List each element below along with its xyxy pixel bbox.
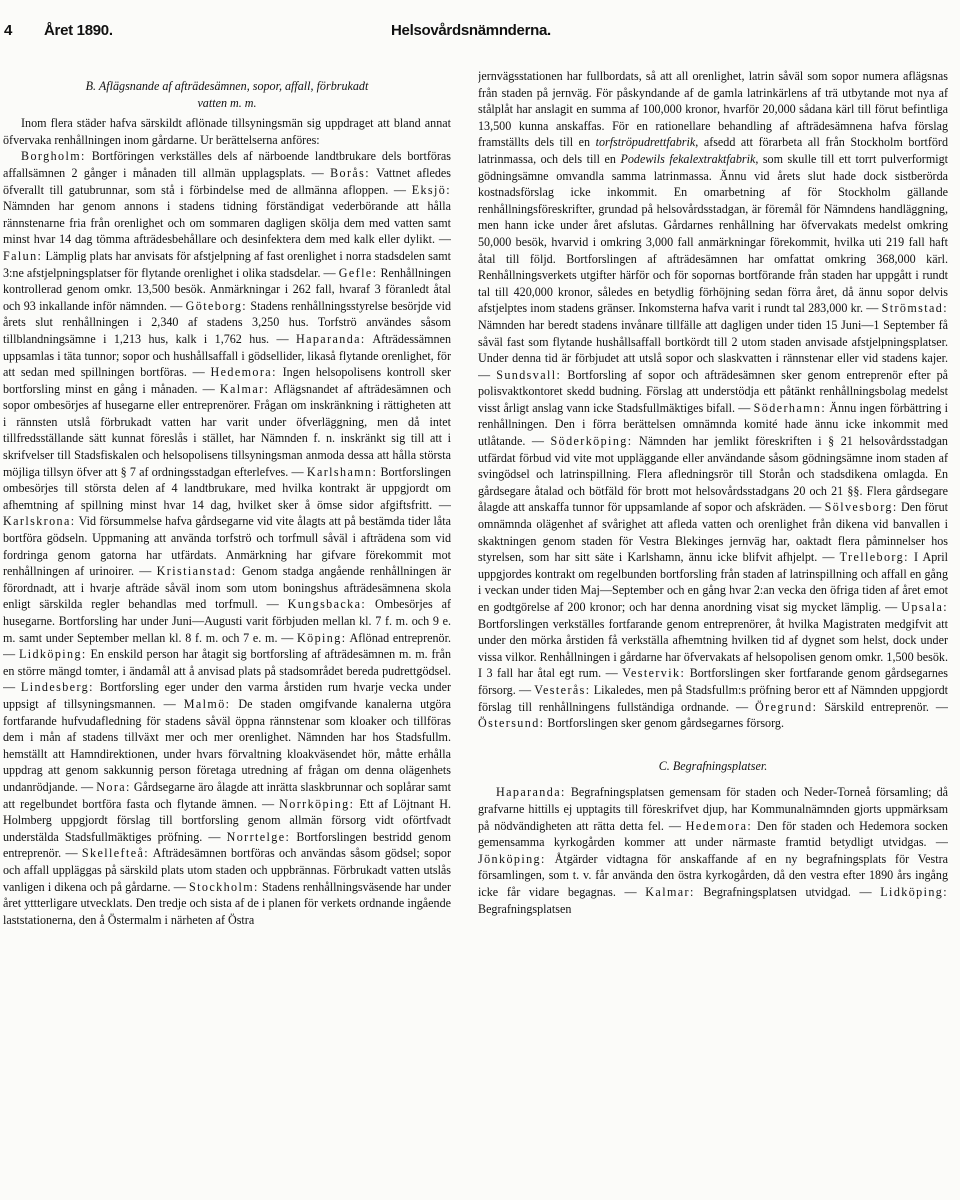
- entry-text: De staden omgifvande kanalerna utgöra fortfarande hufvudafledning för stadens såväl öppna rännstenar som kloaker och tillföras dem i mån af stadens tillväxt mer och mer orenlighet. Nämnden har hos Stadsfullm. hemställt att Hamndirektionen, under hvars förvaltning kloakväsendet hör, måtte erhålla uppdrag att genom sakkunnig person företaga utredning af frågan om denna olägenhets undanrödjande. —: [3, 696, 451, 794]
- entry-text: Ett af Löjtnant H. Holmberg uppgjordt förslag till bortforsling genom allmän försorg vidt oförtfvadt understälda Stadsfullmäktiges pröfning. —: [3, 796, 451, 844]
- place-name: Jönköping:: [478, 851, 546, 866]
- entry-text: Nämnden har beredt stadens invånare tillfälle att dagligen under tiden 15 Juni—1 September få såväl fast som flytande hushållsaffall bortkördt till 2 utom staden anvisade afstjelpningsplatser. Under denna tid är förbjudet att utslå sopor och slaskvatten i rännstenar eller vid stadens kajer. —: [478, 317, 948, 382]
- entry-text: Ombesörjes af husegarne. Bortforsling har under Juni—Augusti varit förbjuden mellan kl. 7 f. m. och 9 e. m. samt under September mellan kl. 8 f. m. och 7 e. m. —: [3, 597, 451, 645]
- entry-text: , som skulle till ett torrt pulverformigt gödningsämne omvandla samma latrinmassa. Ännu vid årets slut hade dock sistberörda kostnadsförslag icke inkommit. En omarbetning af för Stockholm gällande renhållningsföreskrifter, grundad på helsovårdsstadgan, är föremål för Nämndens handläggning, men hann icke under året afslutas. Gårdarnes renhållning har öfvervakats medelst omkring 50,000 besök, hvarvid i omkring 3,000 fall anmärkningar förekommit, hvilka uti 219 fall haft åtal till följd. Bortforslingen af afträdesämnen har omfattat omkring 368,000 kärl. Renhållningsverkets utgifter härför och för sopornas bortförande från staden har uppgått i rundt tal till 420,000 kronor, således en betydlig förhöjning sedan förra året, då ännu sopor delvis afstjelptes inom stadens gränser. Inkomsterna hafva varit i rundt tal 283,000 kr. —: [478, 151, 948, 316]
- place-name: Vesterås:: [534, 682, 591, 697]
- entry-text: Den förut omnämnda olägenhet af svårighet att afleda vatten och orenlighet från dikena vid banvallen i skaktningen genom staden för Vestra Blekinges jernväg har, oaktadt flera påminnelser hos styrelsen, som har sitt säte i Karlshamn, ännu icke blifvit afhjelpt. —: [478, 500, 948, 565]
- place-name: Lidköping:: [880, 884, 948, 899]
- place-name: Hedemora:: [210, 365, 277, 380]
- italic-term: Podewils fekalextraktfabrik: [620, 151, 756, 166]
- place-name: Gefle:: [338, 265, 378, 280]
- entry-text: Bortforsling eger under den varma årstiden rum hvarje vecka under uppsigt af tillsyningsmannen. —: [3, 680, 451, 711]
- place-name: Östersund:: [478, 716, 545, 731]
- entry-text: I April uppgjordes kontrakt om regelbunden bortforsling från staden af latrinspillning och affall en gång i veckan under tiden Maj—September och en gång hvar 2:an vecka den öfriga tiden af året emot en godtgörelse af 200 kronor; och har denna anordning visat sig mycket lämplig. —: [478, 550, 948, 614]
- place-name: Sölvesborg:: [824, 500, 898, 515]
- place-name: Lindesberg:: [20, 680, 94, 695]
- right-paragraph-2: [478, 784, 948, 917]
- entry-text: Vattnet afledes öfverallt till gatubrunnar, som stå i förbindelse med de allmänna afloppen. —: [3, 165, 451, 197]
- entry-text: Afträdessämnen uppsamlas i täta tunnor; sopor och hushållsaffall i gödsellider, likaså flytande orenlighet, för att sedan med spillningen bortföras. —: [3, 331, 451, 380]
- place-name: Strömstad:: [881, 301, 948, 316]
- place-name: Eksjö:: [411, 182, 451, 197]
- place-name: Köping:: [297, 630, 347, 645]
- entry-text: Stadens renhållningsstyrelse besörjde vid årets slut renhållningen i 2,340 af stadens 3,250 hus. Torfströ användes såsom tillblandningsämne i 1,213 hus, kalk i 1,762 hus. —: [3, 298, 451, 346]
- place-name: Kalmar:: [645, 884, 695, 899]
- place-name: Kungsbacka:: [287, 597, 367, 612]
- place-name: Haparanda:: [295, 331, 366, 346]
- section-b-line2: vatten m. m.: [197, 95, 257, 110]
- entry-text: Bortforslingen verkställes fortfarande genom entreprenörer, åt hvilka Magistraten medgifvit att under den mörka årstiden få verkställa afhemtning hvilken tid af dygnet som helst, dock under vissa vilkor. Renhållningen i gårdarne har öfvervakats af helsopolisen genom omkr. 1,500 besök. I 3 fall har åtal egt rum. —: [478, 616, 948, 681]
- place-name: Vestervik:: [622, 666, 686, 681]
- place-name: Stockholm:: [189, 879, 259, 894]
- entry-text: Bortforslingen bestridd genom entreprenör. —: [3, 829, 451, 861]
- place-name: Skellefteå:: [81, 846, 150, 861]
- place-name: Borgholm:: [21, 149, 86, 164]
- place-name: Haparanda:: [496, 785, 566, 800]
- place-name: Norrköping:: [279, 796, 355, 811]
- entry-text: Särskild entreprenör. —: [817, 699, 948, 714]
- entry-text: Begrafningsplatsen gemensam för staden och Neder-Torneå församling; då grafvarne hittills ej upptagits till föreskrifvet djup, har Kommunalnämnden gjorts uppmärksam på nödvändigheten att rätta detta fel. —: [478, 785, 948, 833]
- entry-text: jernvägsstationen har fullbordats, så att all orenlighet, latrin såväl som sopor numera aflägsnas från staden på jernväg. För påskyndande af de gamla latrinkärlens af trä utbytande mot nya af stålplåt har anslagit en summa af 100,000 kronor, hvarför 20,000 sådana kärl till förut befintliga 13,500 kunna anskaffas. För en rationellare behandling af afträdesämnena hafva förslag framställts dels till en: [478, 69, 948, 150]
- entry-text: Renhållningen kontrollerad genom omkr. 13,500 besök. Anmärkningar i 262 fall, hvaraf 3 föranledt åtal och 93 inkallande inför nämnden. —: [3, 265, 451, 313]
- place-name: Borås:: [330, 165, 371, 180]
- place-name: Trelleborg:: [839, 550, 909, 565]
- entry-text: Den för staden och Hedemora socken gemensamma kyrkogården kommer att under närmaste framtid betydligt utvidgas. —: [478, 818, 948, 850]
- left-column: [3, 68, 451, 1194]
- place-name: Söderhamn:: [753, 400, 827, 415]
- entry-text: Afträdesämnen bortföras och användas såsom gödsel; sopor och affall uppläggas på särskild plats utom staden och uppbrännas. Förbrukadt vatten utslås vanligen i dikena och på gårdarne. —: [3, 846, 451, 894]
- entry-text: Åtgärder vidtagna för anskaffande af en ny begrafningsplats för Vestra församlingen, som t. v. får använda den östra kyrkogården, då den vestra efter 1890 års ingång icke får vidare begagnas. —: [478, 851, 948, 899]
- entry-text: Nämnden har genom annons i stadens tidning förständigat vederbörande att hålla rännstenarne fria från orenlighet och om sommaren dagligen skölja dem med vatten samt minst hvar 14 dag tömma afträdesbehållare och desinfektera dem med kalk eller dylikt. —: [3, 199, 451, 247]
- place-name: Lidköping:: [18, 647, 87, 662]
- place-name: Göteborg:: [185, 298, 248, 313]
- place-name: Kalmar:: [219, 381, 270, 396]
- place-name: Karlskrona:: [3, 514, 76, 529]
- place-name: Karlshamn:: [306, 464, 378, 479]
- page-number: 4: [4, 22, 13, 39]
- section-c-heading: C. Begrafningsplatser.: [658, 758, 768, 773]
- place-name: Hedemora:: [685, 818, 753, 833]
- entry-text: Begrafningsplatsen: [478, 901, 572, 916]
- entry-text: Ingen helsopolisens kontroll sker bortforsling minst en gång i månaden. —: [3, 365, 451, 396]
- section-b-line1: B. Aflägsnande af afträdesämnen, sopor, affall, förbrukadt: [85, 79, 369, 93]
- page-header: [4, 18, 948, 44]
- right-paragraph-1: [478, 68, 948, 732]
- place-name: Söderköping:: [550, 434, 633, 449]
- entry-text: Genom stadga angående renhållningen är förordnadt, att i hvarje afträde såväl inom som utom boningshus afträdesämnena skola enligt särskilda regler behandlas med torfmull. —: [3, 564, 451, 612]
- entry-text: Bortföringen verkställes dels af närboende landtbrukare dels bortföras affallsämnen 2 gånger i månaden till allmän upplagsplats. —: [3, 149, 451, 180]
- entry-text: Lämplig plats har anvisats för afstjelpning af fast orenlighet i norra stadsdelen samt 3:ne afstjelpningsplatser för flytande orenlighet i olika stadsdelar. —: [3, 248, 451, 280]
- entry-text: , afsedd att förarbeta all från Stockholm bortförd latrinmassa, och dels till en: [478, 135, 948, 166]
- entry-text: Gårdsegarne äro ålagde att inrätta slaskbrunnar och soplårar samt att regelbundet bortföra fasta och flytande ämnen. —: [3, 779, 451, 811]
- place-name: Malmö:: [183, 696, 231, 711]
- entry-text: Aflönad entreprenör. —: [3, 630, 451, 662]
- entry-text: Likaledes, men på Stadsfullm:s pröfning beror ett af Nämnden uppgjordt förslag till renhållningens fullständiga ordnande. —: [478, 682, 948, 714]
- entry-text: Ännu ingen förbättring i renhållningen. Den i förra berättelsen omnämnda komité hade ännu icke inkommit med utlåtande. —: [478, 400, 948, 449]
- place-name: Kristianstad:: [156, 564, 237, 579]
- entry-text: Nämnden har jemlikt föreskriften i § 21 helsovårdsstadgan utfärdat förbud vid vite mot uppläggande eller användande såsom gödningsämne inom staden af svingödsel och latrinspillning. Flera afledningsrör till Storån och stadsdikena omlagda. En gårdsegare åtalad och bötfäld för brott mot helsovårdsstadgans 20 och 21 §§. Flera gårdsegare ålagde att anskaffa tunnor för uppsamlande af sopor och afskräden. —: [478, 434, 948, 515]
- italic-term: torfströpudrettfabrik: [595, 135, 696, 150]
- left-paragraph-1: [3, 148, 451, 928]
- entry-text: Bortforslingen ombesörjes till största delen af 4 landtbrukare, med hvilka kontrakt är uppgjordt om afhemtning af spillning minst hvar 14 dag, hvilket sker å ömse sidor afgiftsfritt. —: [3, 464, 451, 512]
- entry-text: Begrafningsplatsen utvidgad. —: [694, 884, 881, 899]
- entry-text: Bortforslingen sker genom gårdsegarnes försorg.: [544, 716, 784, 731]
- right-column: [478, 68, 948, 1194]
- entry-text: Aflägsnandet af afträdesämnen och sopor ombesörjes af husegarne eller entreprenörer. Frågan om inskränkning i rättigheten att i rännsten utslå förbrukadt vatten har varit under öfverläggning, men då intet tillfredsställande sätt kunnat föreslås i stället, har Nämnden f. n. inskränkt sig till att i skrifvelser till Stadsfiskalen och helsopolisens tillsyningsman anmoda dessa att hålla största möjliga tillsyn öfver att § 7 af ordningsstadgan efterlefves. —: [3, 381, 451, 479]
- entry-text: Bortforslingen sker fortfarande genom gårdsegarnes försorg. —: [478, 666, 948, 697]
- entry-text: En enskild person har åtagit sig bortforsling af afträdesämnen m. m. från en större mängd tomter, i ändamål att å anvisad plats på stadsområdet bereda pudrettgödsel. —: [3, 647, 451, 695]
- entry-text: Vid försummelse hafva gårdsegarne vid vite ålagts att på bestämda tider låta bortföra gödseln. Uppmaning att använda torfströ och torfmull såväl i afträdena som vid fordringa genom gatorna har utfärdats. Anmärkning har gifvare förekommit mot renhållningen af urinoirer. —: [3, 514, 451, 579]
- intro-paragraph: Inom flera städer hafva särskildt aflönade tillsyningsmän sig uppdraget att bland annat öfvervaka renhållningen inom gårdarne. Ur berättelserna anföres:: [3, 116, 451, 147]
- running-title: Helsovårdsnämnderna.: [391, 22, 551, 39]
- place-name: Nora:: [96, 779, 131, 794]
- place-name: Falun:: [3, 248, 43, 263]
- place-name: Öregrund:: [755, 699, 818, 714]
- year-heading: Året 1890.: [44, 22, 113, 39]
- place-name: Upsala:: [901, 600, 948, 614]
- section-b-heading: [3, 78, 451, 111]
- entry-text: Stadens renhållningsväsende har under året yttterligare utvecklats. Den tredje och sista af de i planen för verkets ordnande ingående laststationerna, den å Östermalm i närheten af Östra: [3, 879, 451, 927]
- place-name: Sundsvall:: [496, 367, 562, 382]
- place-name: Norrtelge:: [226, 829, 291, 844]
- entry-text: Bortforsling af sopor och afträdesämnen sker genom entreprenör efter på polisvaktkontoret skedd budning. Förslag att understödja ett påtänkt renhållningsbolag medelst visst årligt anslag vann icke Stadsfullmäktiges bifall. —: [478, 367, 948, 415]
